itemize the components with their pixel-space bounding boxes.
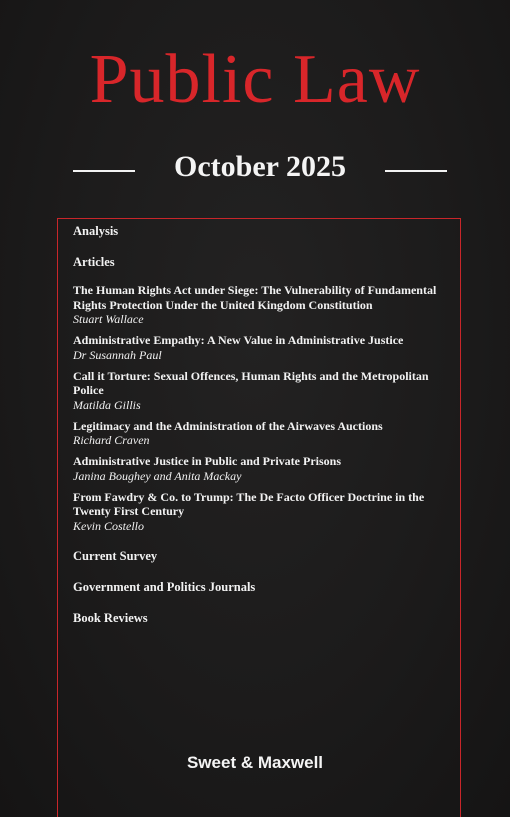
article-item (73, 419, 459, 448)
article-author: Stuart Wallace (73, 312, 144, 326)
article-title: The Human Rights Act under Siege: The Vulnerability of Fundamental Rights Protection Under the United Kingdom Constitution (73, 283, 437, 312)
section-current-survey: Current Survey (73, 548, 158, 563)
section-book-reviews: Book Reviews (73, 610, 148, 625)
article-item (73, 369, 459, 412)
section-analysis: Analysis (73, 224, 119, 238)
article-title: From Fawdry & Co. to Trump: The De Facto Officer Doctrine in the Twenty First Century (73, 489, 425, 518)
article-list (73, 283, 459, 533)
section-journals: Government and Politics Journals (73, 579, 256, 594)
article-author: Kevin Costello (73, 518, 144, 533)
table-of-contents (73, 224, 459, 626)
article-author: Janina Boughey and Anita Mackay (73, 468, 242, 483)
article-item (73, 490, 459, 533)
journal-title: Public Law (89, 41, 421, 118)
article-title: Administrative Justice in Public and Private Prisons (73, 454, 341, 468)
article-author: Matilda Gillis (73, 397, 141, 412)
article-title: Legitimacy and the Administration of the Airwaves Auctions (73, 418, 383, 433)
article-item (73, 454, 459, 483)
article-title: Call it Torture: Sexual Offences, Human Rights and the Metropolitan Police (73, 368, 429, 397)
article-title: Administrative Empathy: A New Value in Administrative Justice (73, 333, 404, 347)
article-author: Richard Craven (73, 433, 150, 447)
section-articles: Articles (73, 255, 115, 269)
issue-row (0, 145, 510, 189)
article-item (73, 333, 459, 362)
left-divider-rule (73, 170, 135, 172)
issue-date: October 2025 (174, 150, 346, 183)
article-author: Dr Susannah Paul (73, 347, 162, 362)
article-item (73, 283, 459, 326)
publisher-name: Sweet & Maxwell (186, 753, 324, 772)
right-divider-rule (385, 170, 447, 172)
